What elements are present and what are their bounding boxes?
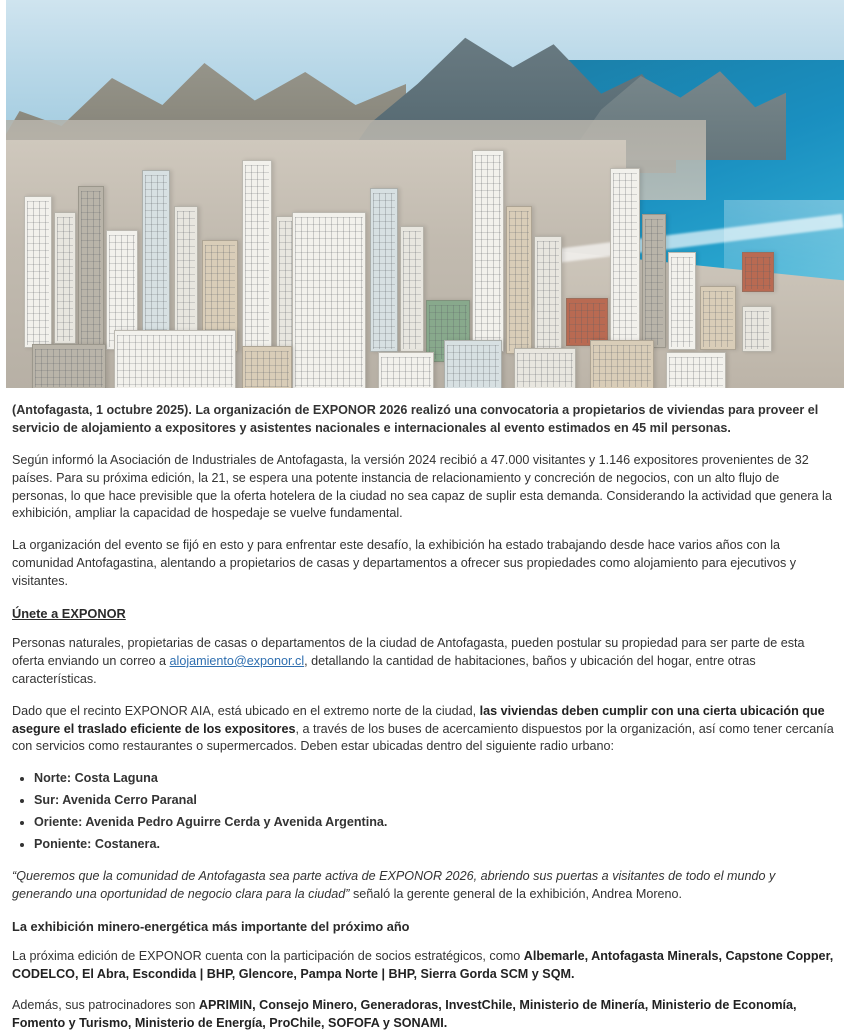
building [472,150,504,352]
building-red-roof [566,298,608,346]
partners-text-part1: La próxima edición de EXPONOR cuenta con la participación de socios estratégicos, como [12,948,524,963]
building-foreground-block [590,340,654,388]
hero-image [6,0,844,388]
location-text-part1: Dado que el recinto EXPONOR AIA, está ubicado en el extremo norte de la ciudad, [12,703,480,718]
paragraph-attendance: Según informó la Asociación de Industriales de Antofagasta, la versión 2024 recibió a 47.000 visitantes y 1.146 expositores provenientes de 32 países. Para su próxima edición, la 21, se espera una potente instancia de relacionamiento y concreción de negocios, con un alto flujo de personas, lo que hace previsible que la oferta hotelera de la ciudad no sea capaz de suplir esta demanda. Considerando la actividad que genera la exhibición, ampliar la capacidad de hospedaje se vuelve fundamental. [12,452,832,521]
building [700,286,736,350]
list-item: • Sur: Avenida Cerro Paranal [34,792,838,810]
building [534,236,562,354]
building [370,188,398,352]
email-link[interactable]: alojamiento@exponor.cl [169,653,305,668]
building [642,214,666,348]
list-item: • Norte: Costa Laguna [34,770,838,788]
building [242,160,272,352]
urban-radius-list [12,770,838,854]
location-text-part2: , a través de los buses de acercamiento dispuestos por la organización, así como tener cercanía con servicios como restaurantes o supermercados. Deben estar ubicadas dentro del siguiente radio urbano: [12,721,834,754]
partners-list: Albemarle, Antofagasta Minerals, Capstone Copper, CODELCO, El Abra, Escondida | BHP, Glencore, Pampa Norte | BHP, Sierra Gorda SCM y SQM. [12,948,834,981]
lead-paragraph: (Antofagasta, 1 octubre 2025). La organización de EXPONOR 2026 realizó una convocatoria a propietarios de viviendas para proveer el servicio de alojamiento a expositores y asistentes nacionales e internacionales al evento estimados en 45 mil personas. [12,403,819,435]
building-foreground-block [514,348,576,388]
heading-join-exponor: Únete a EXPONOR [12,605,126,621]
paragraph-community: La organización del evento se fijó en esto y para enfrentar este desafío, la exhibición ha estado trabajando desde hace varios años con la comunidad Antofagastina, alentando a propietarios de casas y departamentos a ofrecer sus propiedades como alojamiento para ejecutivos y visitantes. [12,538,797,588]
building [54,212,76,344]
paragraph-apply [12,635,838,689]
paragraph-quote [12,868,838,904]
apply-text-before: Personas naturales, propietarias de casas o departamentos de la ciudad de Antofagasta, pueden postular su propiedad para ser parte de esta oferta enviando un correo a [12,636,805,668]
building [742,306,772,352]
sponsors-list: APRIMIN, Consejo Minero, Generadoras, InvestChile, Ministerio de Minería, Ministerio de Economía, Fomento y Turismo, Ministerio de Energía, ProChile, SOFOFA y SONAMI. [12,998,797,1031]
building [506,206,532,354]
building-red-roof [742,252,774,292]
building-foreground-tower [292,212,366,388]
building-foreground-block [114,330,236,388]
building [610,168,640,350]
building [400,226,424,352]
paragraph-location [12,703,838,757]
paragraph-partners [12,948,838,984]
building [668,252,696,350]
building [142,170,170,352]
building [24,196,52,348]
location-text-bold: las viviendas deben cumplir con una cierta ubicación que asegure el traslado eficiente de los expositores [12,703,825,736]
building-foreground-block [32,344,106,388]
article-body [6,402,844,1033]
building-foreground-block [378,352,434,388]
sponsors-text-part1: Además, sus patrocinadores son [12,998,199,1013]
building [174,206,198,350]
heading-fair: La exhibición minero-energética más importante del próximo año [12,918,410,934]
building-foreground-block [444,340,502,388]
building-foreground-block [242,346,292,388]
quote-text: “Queremos que la comunidad de Antofagasta sea parte activa de EXPONOR 2026, abriendo sus puertas a visitantes de todo el mundo y generando una oportunidad de negocio clara para la ciudad” [12,868,776,901]
quote-attribution: señaló la gerente general de la exhibición, Andrea Moreno. [349,886,683,901]
apply-text-after: , detallando la cantidad de habitaciones, baños y ubicación del hogar, entre otras características. [12,653,756,686]
building [78,186,104,348]
building-foreground-block [666,352,726,388]
paragraph-sponsors [12,997,838,1033]
list-item: • Oriente: Avenida Pedro Aguirre Cerda y Avenida Argentina. [34,814,838,832]
list-item: • Poniente: Costanera. [34,836,838,854]
